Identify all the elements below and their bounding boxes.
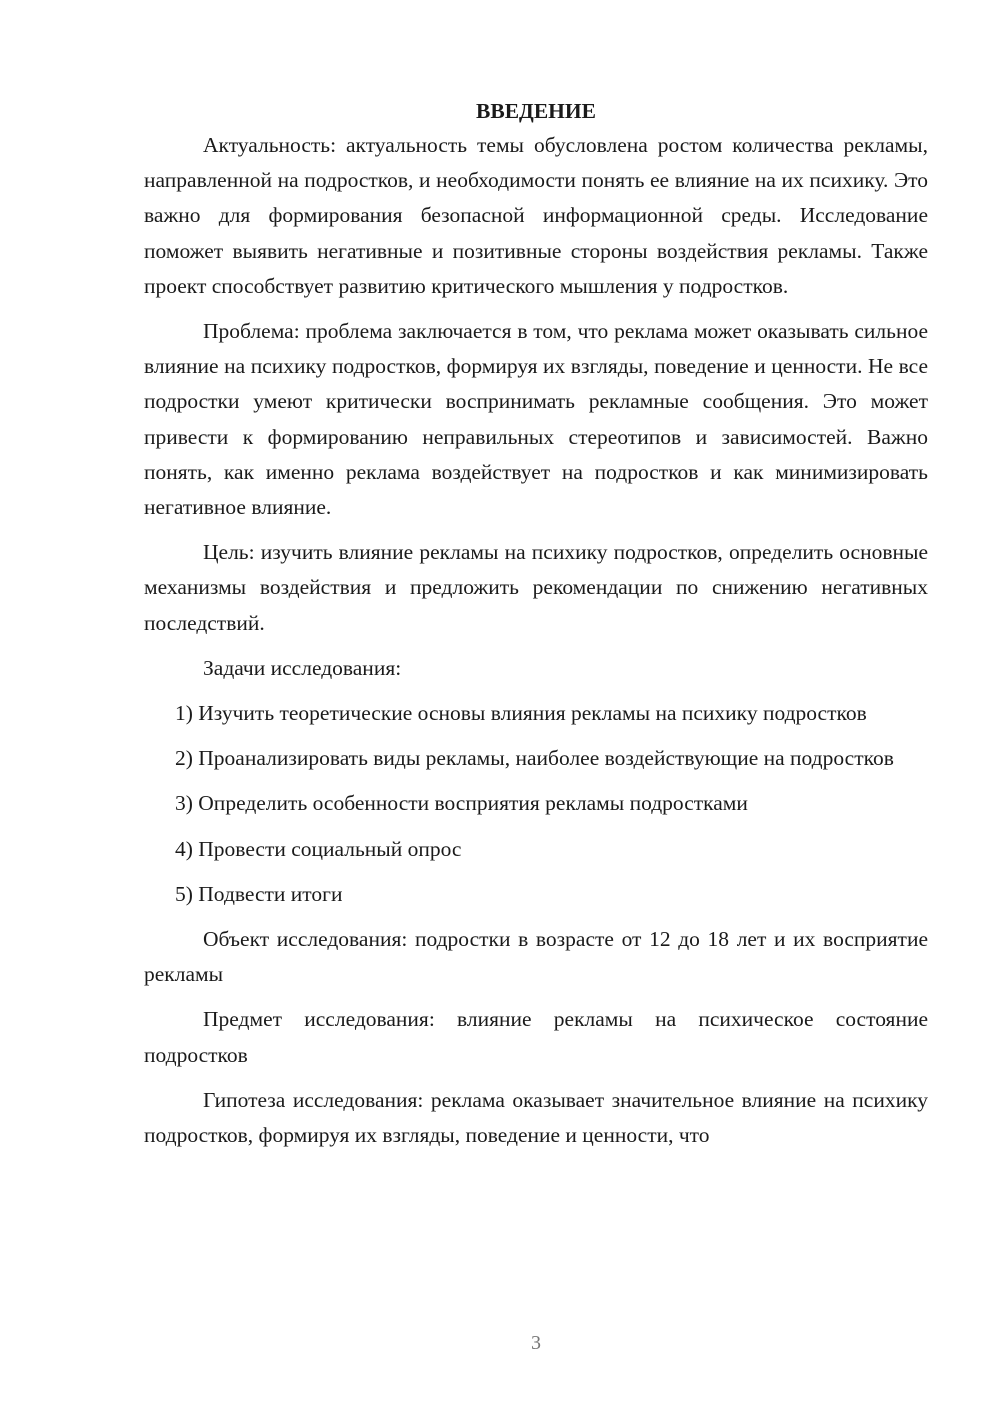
task-item-1: 1) Изучить теоретические основы влияния рекламы на психику подростков — [175, 701, 867, 726]
paragraph-relevance: Актуальность: актуальность темы обусловлена ростом количества рекламы, направленной на подростков, и необходимости понять ее влияние на их психику. Это важно для формирования безопасной информационной среды. Исследование поможет выявить негативные и позитивные стороны воздействия рекламы. Также проект способствует развитию критического мышления у подростков. — [144, 133, 928, 298]
tasks-title: Задачи исследования: — [203, 655, 402, 680]
task-item-3: 3) Определить особенности восприятия рекламы подростками — [175, 791, 748, 816]
section-heading: ВВЕДЕНИЕ — [476, 99, 596, 123]
paragraph-subject: Предмет исследования: влияние рекламы на психическое состояние подростков — [144, 1007, 928, 1067]
paragraph-problem: Проблема: проблема заключается в том, что реклама может оказывать сильное влияние на психику подростков, формируя их взгляды, поведение и ценности. Не все подростки умеют критически воспринимать рекламные сообщения. Это может привести к формированию неправильных стереотипов и зависимостей. Важно понять, как именно реклама воздействует на подростков и как минимизировать негативное влияние. — [144, 319, 928, 520]
paragraph-hypothesis: Гипотеза исследования: реклама оказывает значительное влияние на психику подростков, формируя их взгляды, поведение и ценности, что — [144, 1087, 928, 1148]
task-item-2: 2) Проанализировать виды рекламы, наиболее воздействующие на подростков — [175, 746, 894, 771]
page-content — [144, 94, 928, 1153]
paragraph-goal: Цель: изучить влияние рекламы на психику подростков, определить основные механизмы воздействия и предложить рекомендации по снижению негативных последствий. — [144, 540, 928, 635]
task-item-4: 4) Провести социальный опрос — [175, 836, 462, 861]
paragraph-object: Объект исследования: подростки в возрасте от 12 до 18 лет и их восприятие рекламы — [144, 927, 928, 987]
page-number: 3 — [531, 1332, 541, 1354]
task-item-5: 5) Подвести итоги — [175, 881, 343, 906]
